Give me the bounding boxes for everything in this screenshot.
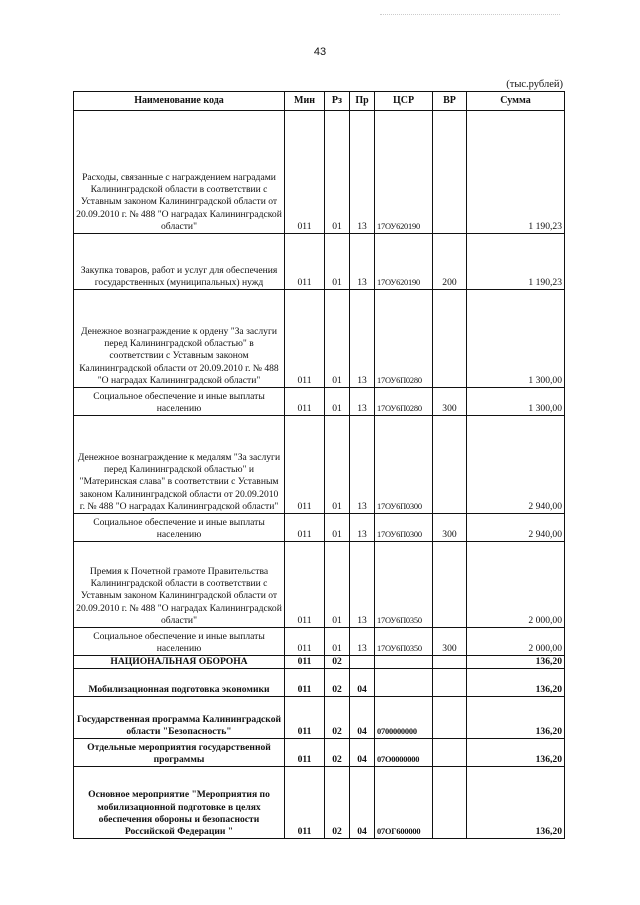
table-row [74,656,565,669]
row-name: Мобилизационная подготовка экономики [74,669,285,697]
row-vr [433,739,467,767]
row-vr [433,290,467,388]
row-rz: 01 [325,111,350,234]
row-csr: 07ОГ600000 [375,767,433,839]
row-vr [433,697,467,739]
header-sum: Сумма [467,92,565,111]
row-csr: 07О0000000 [375,739,433,767]
header-rz: Рз [325,92,350,111]
row-rz: 01 [325,542,350,628]
row-min: 011 [285,739,325,767]
row-rz: 02 [325,656,350,669]
row-min: 011 [285,111,325,234]
header-csr: ЦСР [375,92,433,111]
table-row [74,697,565,739]
row-pr: 13 [350,388,375,416]
row-csr [375,669,433,697]
row-sum: 2 000,00 [467,628,565,656]
row-rz: 02 [325,697,350,739]
row-vr: 300 [433,388,467,416]
row-pr: 13 [350,628,375,656]
row-pr: 04 [350,767,375,839]
row-min: 011 [285,628,325,656]
row-sum: 2 940,00 [467,416,565,514]
row-sum: 136,20 [467,669,565,697]
table-row [74,514,565,542]
row-csr: 0700000000 [375,697,433,739]
row-csr: 17ОУ6П0350 [375,542,433,628]
row-vr [433,416,467,514]
row-sum: 136,20 [467,656,565,669]
row-min: 011 [285,388,325,416]
table-row [74,234,565,290]
row-name: НАЦИОНАЛЬНАЯ ОБОРОНА [74,656,285,669]
row-csr: 17ОУ6П0300 [375,514,433,542]
row-csr: 17ОУ620190 [375,111,433,234]
header-pr: Пр [350,92,375,111]
row-csr: 17ОУ620190 [375,234,433,290]
row-rz: 01 [325,514,350,542]
row-pr: 13 [350,290,375,388]
row-name: Премия к Почетной грамоте Правительства Калининградской области в соответствии с Уставным законом Калининградской области от 20.09.2010 г. № 488 "О наградах Калининградской области" [74,542,285,628]
row-vr [433,669,467,697]
row-rz: 02 [325,739,350,767]
row-pr: 04 [350,739,375,767]
row-rz: 01 [325,416,350,514]
row-sum: 1 300,00 [467,290,565,388]
table-header-row [74,92,565,111]
row-csr: 17ОУ6П0350 [375,628,433,656]
row-pr: 13 [350,111,375,234]
row-name: Закупка товаров, работ и услуг для обеспечения государственных (муниципальных) нужд [74,234,285,290]
row-min: 011 [285,290,325,388]
row-vr: 200 [433,234,467,290]
row-rz: 01 [325,234,350,290]
row-name: Государственная программа Калининградской области "Безопасность" [74,697,285,739]
row-sum: 2 940,00 [467,514,565,542]
table-row [74,767,565,839]
table-row [74,388,565,416]
row-sum: 136,20 [467,767,565,839]
row-pr: 13 [350,542,375,628]
row-csr: 17ОУ6П0280 [375,290,433,388]
row-name: Основное мероприятие "Мероприятия по мобилизационной подготовке в целях обеспечения обороны и безопасности Российской Федерации " [74,767,285,839]
row-pr: 04 [350,669,375,697]
row-min: 011 [285,416,325,514]
table-row [74,739,565,767]
row-rz: 02 [325,669,350,697]
row-vr: 300 [433,514,467,542]
budget-table [73,91,565,839]
row-vr: 300 [433,628,467,656]
table-row [74,416,565,514]
row-rz: 02 [325,767,350,839]
table-row [74,542,565,628]
table-row [74,628,565,656]
row-sum: 136,20 [467,739,565,767]
table-row [74,669,565,697]
row-rz: 01 [325,628,350,656]
unit-label: (тыс.рублей) [506,79,563,90]
row-pr [350,656,375,669]
row-min: 011 [285,234,325,290]
row-csr: 17ОУ6П0300 [375,416,433,514]
row-pr: 13 [350,416,375,514]
row-pr: 04 [350,697,375,739]
header-name: Наименование кода [74,92,285,111]
row-pr: 13 [350,514,375,542]
row-sum: 1 190,23 [467,111,565,234]
row-name: Социальное обеспечение и иные выплаты населению [74,628,285,656]
table-row [74,290,565,388]
row-min: 011 [285,656,325,669]
row-vr [433,656,467,669]
row-min: 011 [285,542,325,628]
row-vr [433,542,467,628]
row-sum: 1 190,23 [467,234,565,290]
row-name: Денежное вознаграждение к ордену "За заслуги перед Калининградской областью" в соответствии с Уставным законом Калининградской области от 20.09.2010 г. № 488 "О наградах Калининградской области" [74,290,285,388]
header-min: Мин [285,92,325,111]
row-sum: 1 300,00 [467,388,565,416]
row-min: 011 [285,697,325,739]
row-name: Отдельные мероприятия государственной программы [74,739,285,767]
row-min: 011 [285,514,325,542]
row-pr: 13 [350,234,375,290]
row-name: Денежное вознаграждение к медалям "За заслуги перед Калининградской областью" и "Материнская слава" в соответствии с Уставным законом Калининградской области от 20.09.2010 г. № 488 "О наградах Калининградской области" [74,416,285,514]
row-sum: 136,20 [467,697,565,739]
row-name: Расходы, связанные с награждением наградами Калининградской области в соответствии с Уставным законом Калининградской области от 20.09.2010 г. № 488 "О наградах Калининградской области" [74,111,285,234]
row-sum: 2 000,00 [467,542,565,628]
row-vr [433,111,467,234]
row-rz: 01 [325,388,350,416]
page-number: 43 [313,46,327,58]
row-name: Социальное обеспечение и иные выплаты населению [74,388,285,416]
table-row [74,111,565,234]
header-vr: ВР [433,92,467,111]
row-min: 011 [285,669,325,697]
row-vr [433,767,467,839]
row-csr [375,656,433,669]
row-csr: 17ОУ6П0280 [375,388,433,416]
row-rz: 01 [325,290,350,388]
row-name: Социальное обеспечение и иные выплаты населению [74,514,285,542]
row-min: 011 [285,767,325,839]
scan-artifact-line [380,14,560,15]
